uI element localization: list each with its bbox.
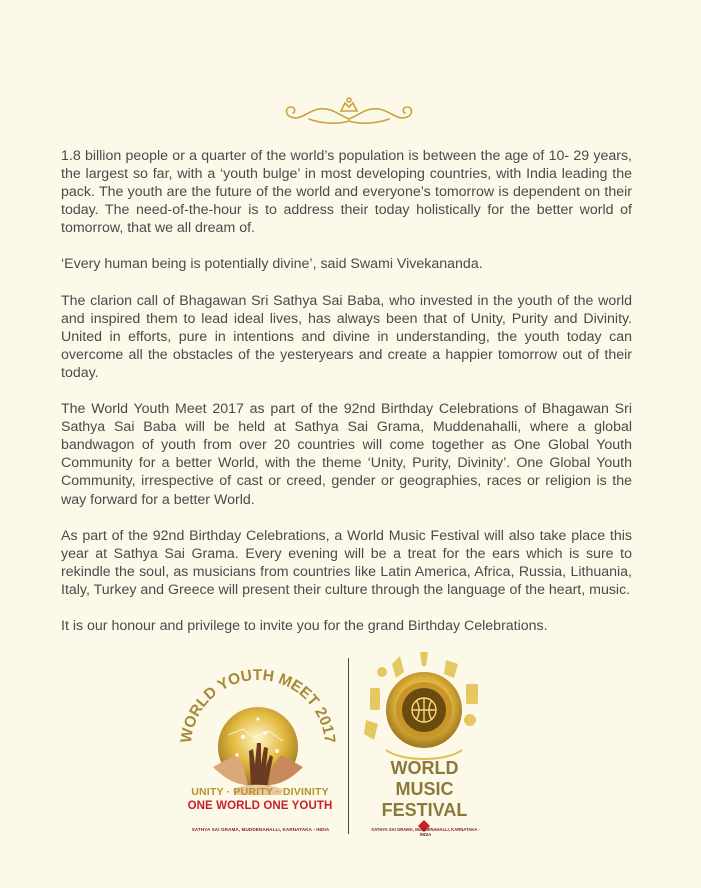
- wym-location: SATHYA SAI GRAMA, MUDDENAHALLI, KARNATAKA - INDIA: [191, 827, 330, 832]
- wmf-title-world: WORLD: [390, 758, 459, 778]
- wmf-location: SATHYA SAI GRAMA, MUDDENAHALLI, KARNATAKA - INDIA: [371, 827, 480, 837]
- paragraph-youth-population: 1.8 billion people or a quarter of the world’s population is between the age of 10- 29 years, the largest so far, with a ‘youth bulge’ in most developing countries, with India leading the pack. The youth are the future of the world and everyone’s tomorrow is dependent on their today. The need-of-the-hour is to address their today holistically for the better world of tomorrow, that we all dream of.: [61, 148, 632, 237]
- wmf-title-festival: FESTIVAL: [381, 800, 468, 820]
- decorative-ornament-icon: [279, 93, 419, 129]
- paragraph-music-festival: As part of the 92nd Birthday Celebrations, a World Music Festival will also take place this year at Sathya Sai Grama. Every evening will be a treat for the ears which is sure to rekindle the soul, as musicians from countries like Latin America, Africa, Russia, Lithuania, Italy, Turkey and Greece will present their culture through the language of the heart, music.: [61, 527, 632, 598]
- paragraph-invitation: It is our honour and privilege to invite you for the grand Birthday Celebrations.: [61, 617, 548, 634]
- wym-slogan-one-world: ONE WORLD ONE YOUTH: [187, 800, 333, 812]
- wym-arc-text: WORLD YOUTH MEET 2017: [177, 666, 338, 745]
- logo-divider: [348, 658, 349, 834]
- paragraph-world-youth-meet: The World Youth Meet 2017 as part of the 92nd Birthday Celebrations of Bhagawan Sri Sathya Sai Baba will be held at Sathya Sai Grama, Muddenahalli, where a global bandwagon of youth from over 20 countries will come together as One Global Youth Community for a better World, with the theme ‘Unity, Purity, Divinity’. One Global Youth Community, irrespective of cast or creed, gender or geographies, races or religion is the way forward for a better World.: [61, 401, 632, 508]
- paragraph-vivekananda-quote: ‘Every human being is potentially divine’, said Swami Vivekananda.: [61, 256, 483, 273]
- paragraph-clarion-call: The clarion call of Bhagawan Sri Sathya Sai Baba, who invested in the youth of the world and inspired them to lead ideal lives, has always been that of Unity, Purity and Divinity. United in efforts, pure in intentions and divine in understanding, the youth today can overcome all the obstacles of the yesteryears and create a happier tomorrow out of their today.: [61, 292, 632, 381]
- world-youth-meet-logo: [173, 655, 343, 840]
- wmf-title: [362, 758, 487, 821]
- wmf-title-music: MUSIC: [395, 779, 454, 799]
- wym-slogan-unity: UNITY · PURITY · DIVINITY: [191, 786, 329, 798]
- letter-body: [61, 147, 632, 653]
